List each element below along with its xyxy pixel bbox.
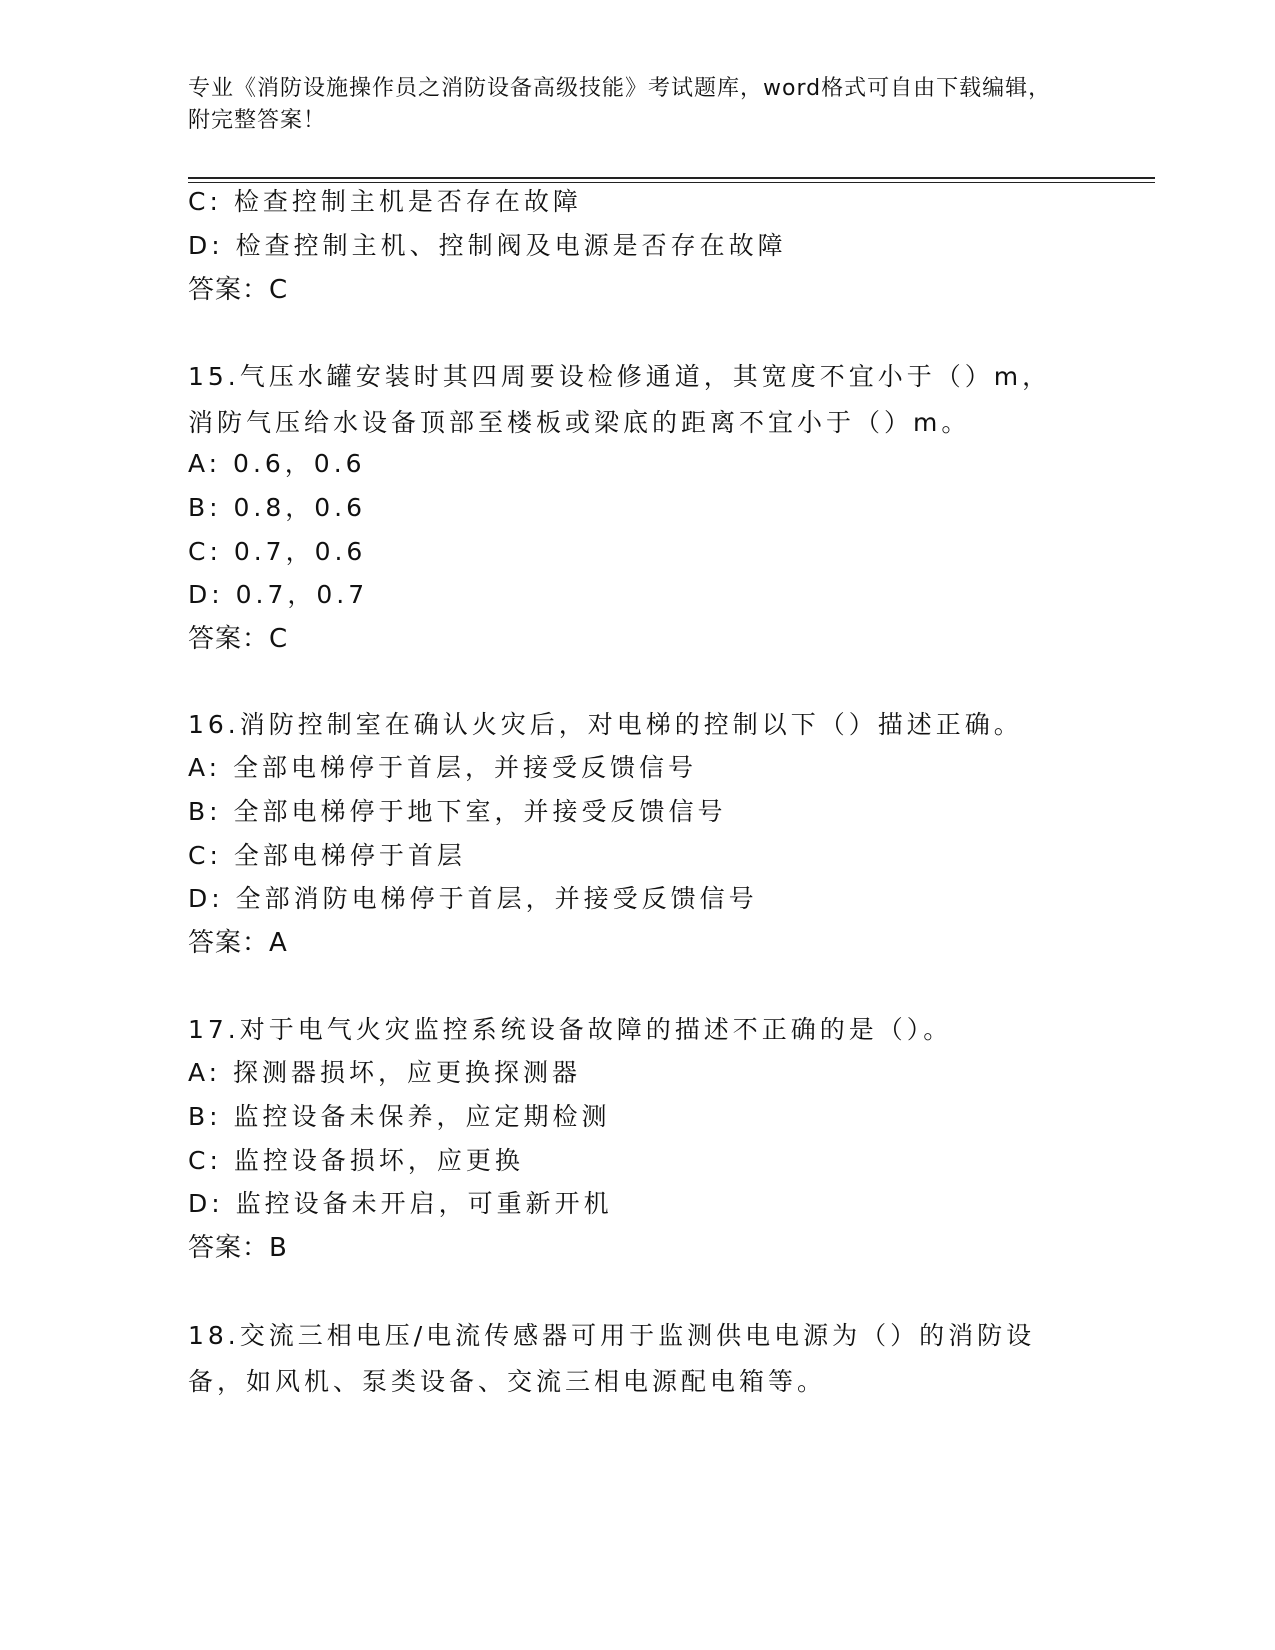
q16-stem: 16.消防控制室在确认火灾后，对电梯的控制以下（）描述正确。 [188, 710, 1023, 739]
q18-stem: 18.交流三相电压/电流传感器可用于监测供电电源为（）的消防设备，如风机、泵类设备、交流三相电源配电箱等。 [188, 1321, 1036, 1396]
q14-option-d: D: 检查控制主机、控制阀及电源是否存在故障 [188, 231, 787, 260]
q15-option-d: D: 0.7，0.7 [188, 580, 369, 609]
q16-option-a: A: 全部电梯停于首层，并接受反馈信号 [188, 753, 698, 782]
q16-option-d: D: 全部消防电梯停于首层，并接受反馈信号 [188, 884, 758, 913]
q15-option-b: B: 0.8，0.6 [188, 493, 367, 522]
q15-option-a: A: 0.6，0.6 [188, 449, 366, 478]
header-divider-thin [188, 182, 1155, 183]
q17-option-a: A: 探测器损坏，应更换探测器 [188, 1058, 582, 1087]
q17-option-c: C: 监控设备损坏，应更换 [188, 1146, 524, 1175]
q15-answer: 答案：C [188, 624, 289, 654]
q15-option-c: C: 0.7，0.6 [188, 537, 367, 566]
q17-answer: 答案：B [188, 1233, 288, 1263]
q17-option-d: D: 监控设备未开启，可重新开机 [188, 1189, 613, 1218]
q16-option-c: C: 全部电梯停于首层 [188, 841, 466, 870]
q14-answer: 答案：C [188, 275, 289, 305]
document-header: 专业《消防设施操作员之消防设备高级技能》考试题库，word格式可自由下载编辑，附完整答案！ [188, 76, 1052, 133]
q16-option-b: B: 全部电梯停于地下室，并接受反馈信号 [188, 797, 727, 826]
q15-stem: 15.气压水罐安装时其四周要设检修通道，其宽度不宜小于（）m，消防气压给水设备顶部至楼板或梁底的距离不宜小于（）m。 [188, 362, 1052, 437]
header-divider-thick [188, 177, 1155, 179]
q17-option-b: B: 监控设备未保养，应定期检测 [188, 1102, 611, 1131]
q17-stem: 17.对于电气火灾监控系统设备故障的描述不正确的是（）。 [188, 1015, 953, 1044]
q14-option-c: C: 检查控制主机是否存在故障 [188, 187, 582, 216]
q16-answer: 答案：A [188, 928, 288, 958]
